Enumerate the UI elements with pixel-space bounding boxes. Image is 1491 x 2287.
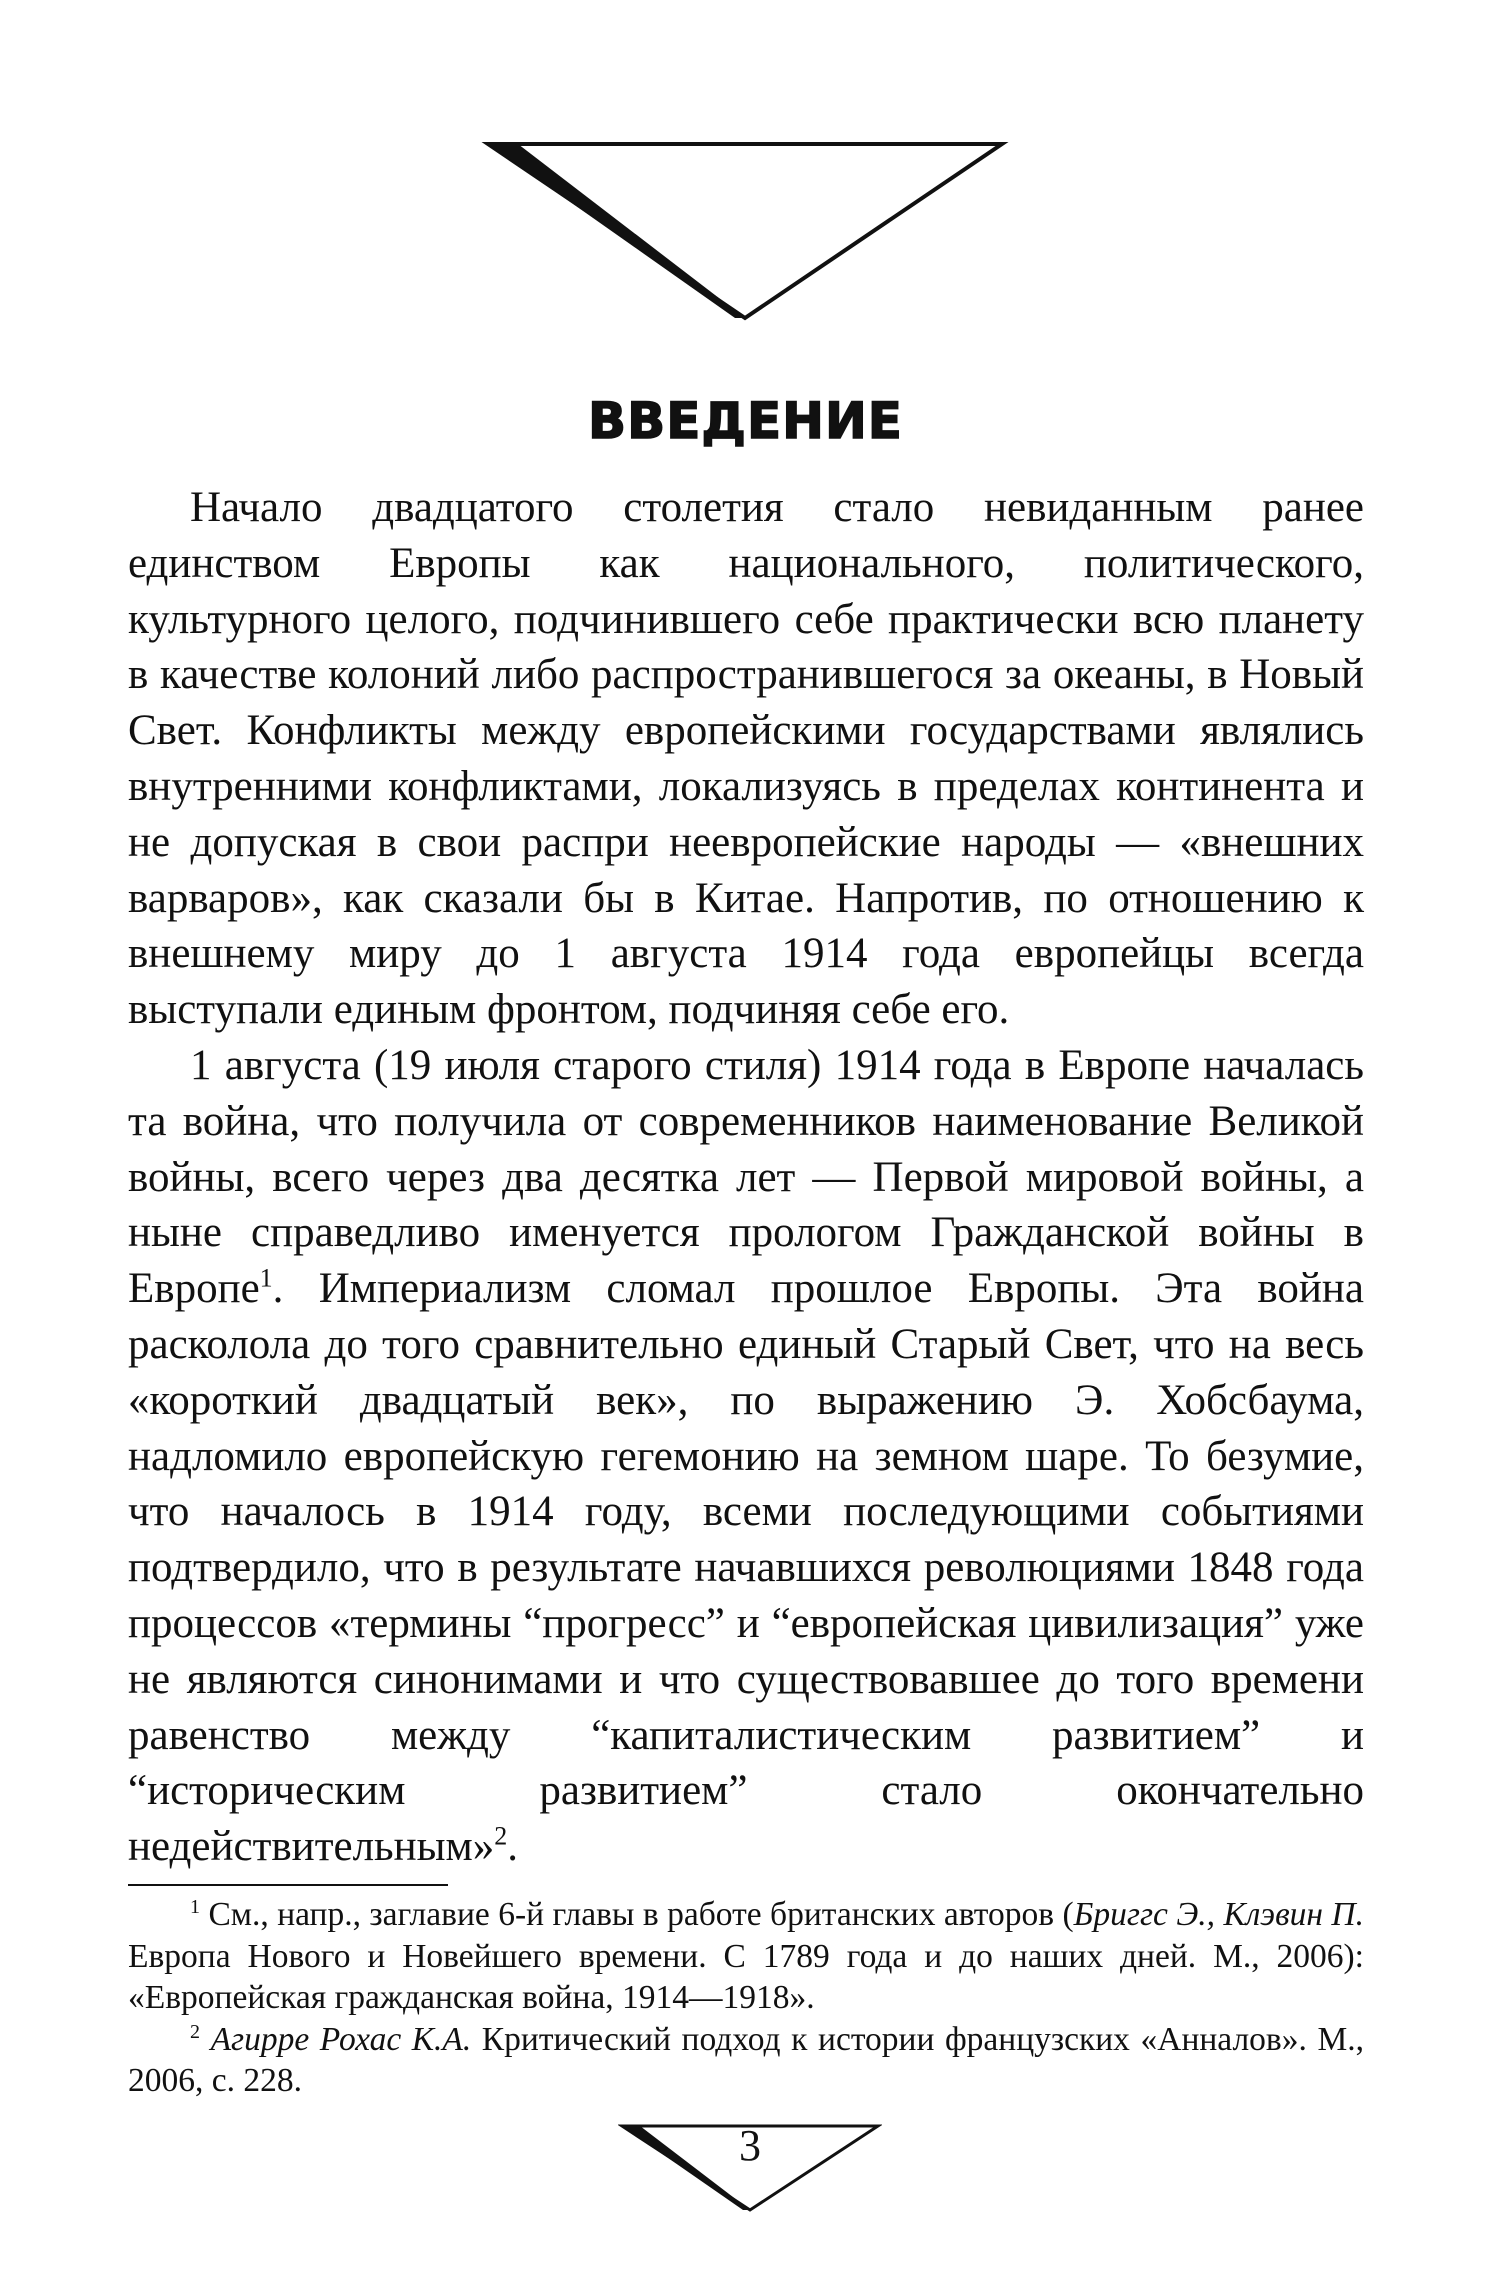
chapter-title: ВВЕДЕНИЕ (588, 392, 903, 450)
top-triangle-ornament (480, 130, 1010, 330)
page-number: 3 (739, 2121, 761, 2170)
footnote-divider (128, 1884, 448, 1886)
footnote-ref-1: 1 (259, 1263, 273, 1293)
body-text (128, 480, 1364, 1875)
footnote-2: $^2$ Агирре Рохас К.А. Критический подход к истории французских «Анналов». М., 2006, с. 228. (128, 2020, 1364, 2099)
paragraph-1: Начало двадцатого столетия стало невиданным ранее единством Европы как национального, политического, культурного целого, подчинившего себе практически всю планету в качестве колоний либо распространившегося за океаны, в Новый Свет. Конфликты между европейскими государствами являлись внутренними конфликтами, локализуясь в пределах континента и не допуская в свои распри неевропейские народы — «внешних варваров», как сказали бы в Китае. Напротив, по отношению к внешнему миру до 1 августа 1914 года европейцы всегда выступали единым фронтом, подчиняя себе его. (128, 484, 1364, 1034)
footnote-ref-2: 2 (494, 1821, 508, 1851)
footnotes (128, 1894, 1364, 2102)
paragraph-2: 1 августа (19 июля старого стиля) 1914 года в Европе началась та война, что получила от современников наименование Великой войны, всего через два десятка лет — Первой мировой войны, а ныне справедливо именуется прологом Гражданской войны в Европе$^1$. Империализм сломал прошлое Европы. Эта война расколола до того сравнительно единый Старый Свет, что на весь «короткий двадцатый век», по выражению Э. Хобсбаума, надломило европейскую гегемонию на земном шаре. То безумие, что началось в 1914 году, всеми последующими событиями подтвердило, что в результате начавшихся революциями 1848 года процессов «термины “прогресс” и “европейская цивилизация” уже не являются синонимами и что существовавшее до того времени равенство между “капиталистическим развитием” и “историческим развитием” стало окончательно недействительным»$^2$. (128, 1041, 1364, 1871)
footnote-1: $^1$ См., напр., заглавие 6-й главы в работе британских авторов (Бриггс Э., Клэвин П. Европа Нового и Новейшего времени. С 1789 года и до наших дней. М., 2006): «Европейская гражданская война, 1914—1918». (128, 1895, 1364, 2016)
